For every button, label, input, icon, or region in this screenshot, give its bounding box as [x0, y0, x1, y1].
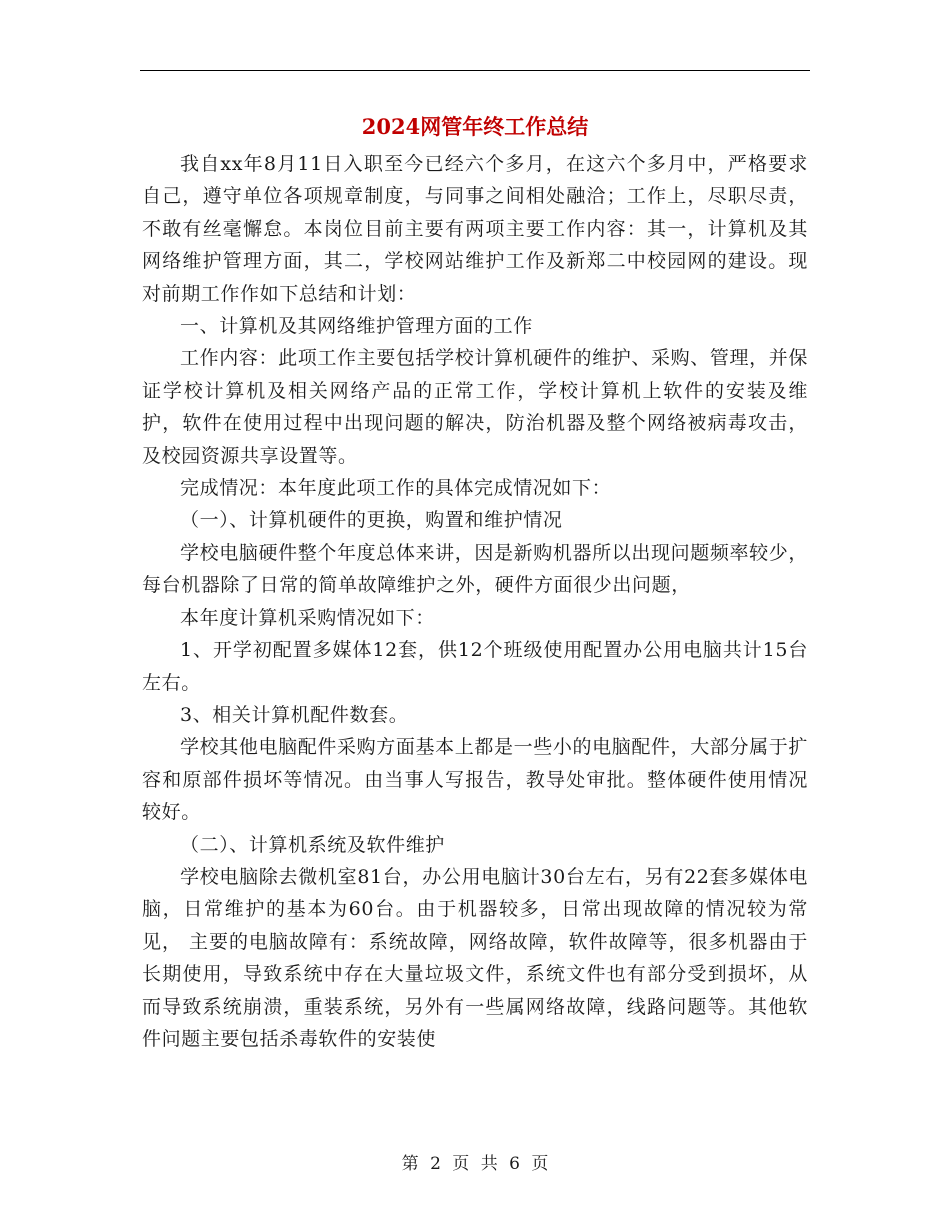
paragraph-accessories: 学校其他电脑配件采购方面基本上都是一些小的电脑配件，大部分属于扩容和原部件损坏等情况。由当事人写报告，教导处审批。整体硬件使用情况较好。	[142, 736, 808, 824]
page-footer: 第 2 页 共 6 页	[401, 1154, 549, 1174]
paragraph-completion: 完成情况：本年度此项工作的具体完成情况如下：	[180, 477, 612, 500]
list-item-1: 1、开学初配置多媒体12套，供12个班级使用配置办公用电脑共计15台左右。	[142, 639, 808, 694]
subsection-heading-2: （二）、计算机系统及软件维护	[180, 833, 445, 856]
paragraph-purchase-intro: 本年度计算机采购情况如下：	[180, 606, 435, 629]
paragraph-intro: 我自xx年8月11日入职至今已经六个多月，在这六个多月中，严格要求自己，遵守单位各项规章制度，与同事之间相处融洽；工作上，尽职尽责，不敢有丝毫懈怠。本岗位目前主要有两项主要工作内容：其一，计算机及其网络维护管理方面，其二，学校网站维护工作及新郑二中校园网的建设。现对前期工作作如下总结和计划：	[142, 153, 808, 305]
paragraph-hardware: 学校电脑硬件整个年度总体来讲，因是新购机器所以出现问题频率较少，每台机器除了日常的简单故障维护之外，硬件方面很少出问题，	[142, 541, 808, 597]
document-body	[142, 148, 808, 1055]
list-item-3: 3、相关计算机配件数套。	[180, 703, 409, 726]
paragraph-software: 学校电脑除去微机室81台，办公用电脑计30台左右，另有22套多媒体电脑，日常维护的基本为60台。由于机器较多，日常出现故障的情况较为常见， 主要的电脑故障有：系统故障，网络故障，软件故障等，很多机器由于长期使用，导致系统中存在大量垃圾文件，系统文件也有部分受到损坏，从而导致系统崩溃，重装系统，另外有一些属网络故障，线路问题等。其他软件问题主要包括杀毒软件的安装使	[142, 865, 808, 1050]
document-title: 2024网管年终工作总结	[361, 114, 589, 139]
paragraph-work-content: 工作内容：此项工作主要包括学校计算机硬件的维护、采购、管理，并保证学校计算机及相关网络产品的正常工作，学校计算机上软件的安装及维护，软件在使用过程中出现问题的解决，防治机器及整个网络被病毒攻击，及校园资源共享设置等。	[142, 347, 808, 467]
subsection-heading-1: （一）、计算机硬件的更换，购置和维护情况	[180, 509, 563, 532]
section-heading-1: 一、计算机及其网络维护管理方面的工作	[180, 315, 533, 338]
header-rule	[140, 70, 810, 71]
